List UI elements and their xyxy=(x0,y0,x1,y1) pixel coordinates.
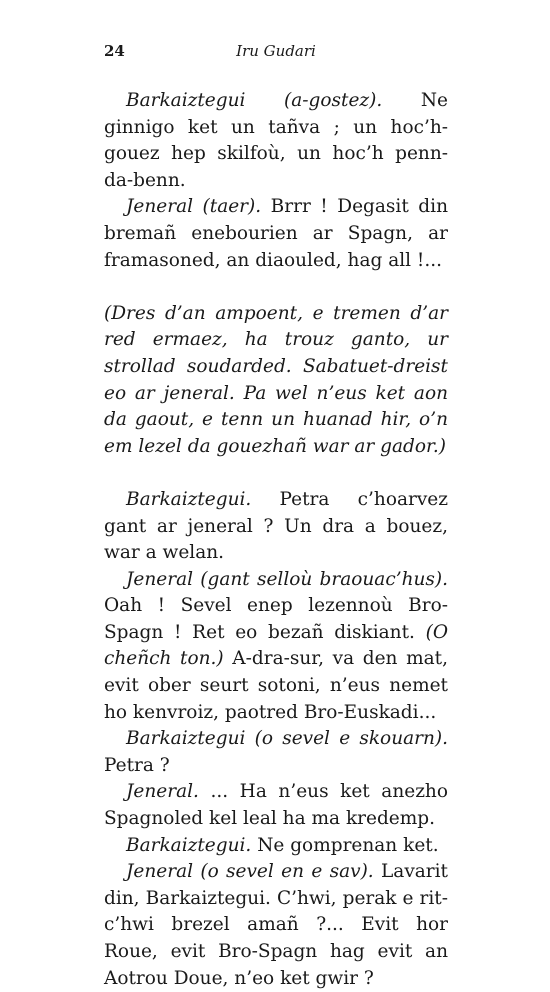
running-title: Iru Gudari xyxy=(236,42,316,60)
speaker-label: Jeneral. xyxy=(126,781,199,803)
dialogue-paragraph xyxy=(104,726,448,779)
dialogue-text: Oah ! Sevel enep lezennoù Bro-Spagn ! Ret eo bezañ diskiant. xyxy=(104,595,448,643)
dialogue-paragraph xyxy=(104,194,448,274)
dialogue-text: Brrr ! Degasit din bremañ enebourien ar Spagn, ar framasoned, an diaouled, hag all !... xyxy=(104,196,448,271)
dialogue-text: Ne gomprenan ket. xyxy=(251,834,439,856)
page-number: 24 xyxy=(104,42,125,60)
speaker-label: Barkaiztegui. xyxy=(126,488,252,510)
speaker-label: Jeneral (taer). xyxy=(126,196,262,218)
dialogue-text: Lavarit din, Barkaiztegui. C’hwi, perak e rit-c’hwi brezel amañ ?... Evit hor Roue, evit Bro-Spagn hag evit an Aotrou Doue, n’eo ket gwir ? xyxy=(104,861,448,989)
page-header xyxy=(104,42,448,64)
dialogue-text: Petra ? xyxy=(104,754,170,776)
body-text xyxy=(104,88,448,992)
inline-stage-direction: (O cheñch ton.) xyxy=(104,621,448,670)
dialogue-paragraph xyxy=(104,779,448,832)
blank-line xyxy=(104,274,448,301)
dialogue-paragraph xyxy=(104,567,448,727)
dialogue-paragraph xyxy=(104,859,448,992)
dialogue-paragraph xyxy=(104,833,448,860)
blank-line xyxy=(104,460,448,487)
speaker-label: Jeneral (gant selloù braouac’hus). xyxy=(126,568,448,590)
speaker-label: Barkaiztegui. xyxy=(126,834,252,856)
speaker-label: Barkaiztegui (o sevel e skouarn). xyxy=(126,728,448,750)
dialogue-text: Ne ginnigo ket un tañva ; un hoc’h-gouez hep skilfoù, un hoc’h penn-da-benn. xyxy=(104,90,448,191)
dialogue-paragraph xyxy=(104,88,448,194)
speaker-label: Jeneral (o sevel en e sav). xyxy=(126,861,374,883)
speaker-label: Barkaiztegui (a-gostez). xyxy=(126,90,383,111)
stage-direction: (Dres d’an ampoent, e tremen d’ar red ermaez, ha trouz ganto, ur strollad soudarded. Sabatuet-dreist eo ar jeneral. Pa wel n’eus ket aon da gaout, e tenn un huanad hir, o’n em lezel da gouezhañ war ar gador.) xyxy=(104,302,448,457)
dialogue-text: A-dra-sur, va den mat, evit ober seurt sotoni, n’eus nemet ho kenvroiz, paotred Bro-Euskadi... xyxy=(104,648,448,723)
dialogue-text: ... Ha n’eus ket anezho Spagnoled kel leal ha ma kredemp. xyxy=(104,781,448,830)
dialogue-paragraph xyxy=(104,487,448,567)
dialogue-text: Petra c’hoarvez gant ar jeneral ? Un dra a bouez, war a welan. xyxy=(104,488,448,564)
